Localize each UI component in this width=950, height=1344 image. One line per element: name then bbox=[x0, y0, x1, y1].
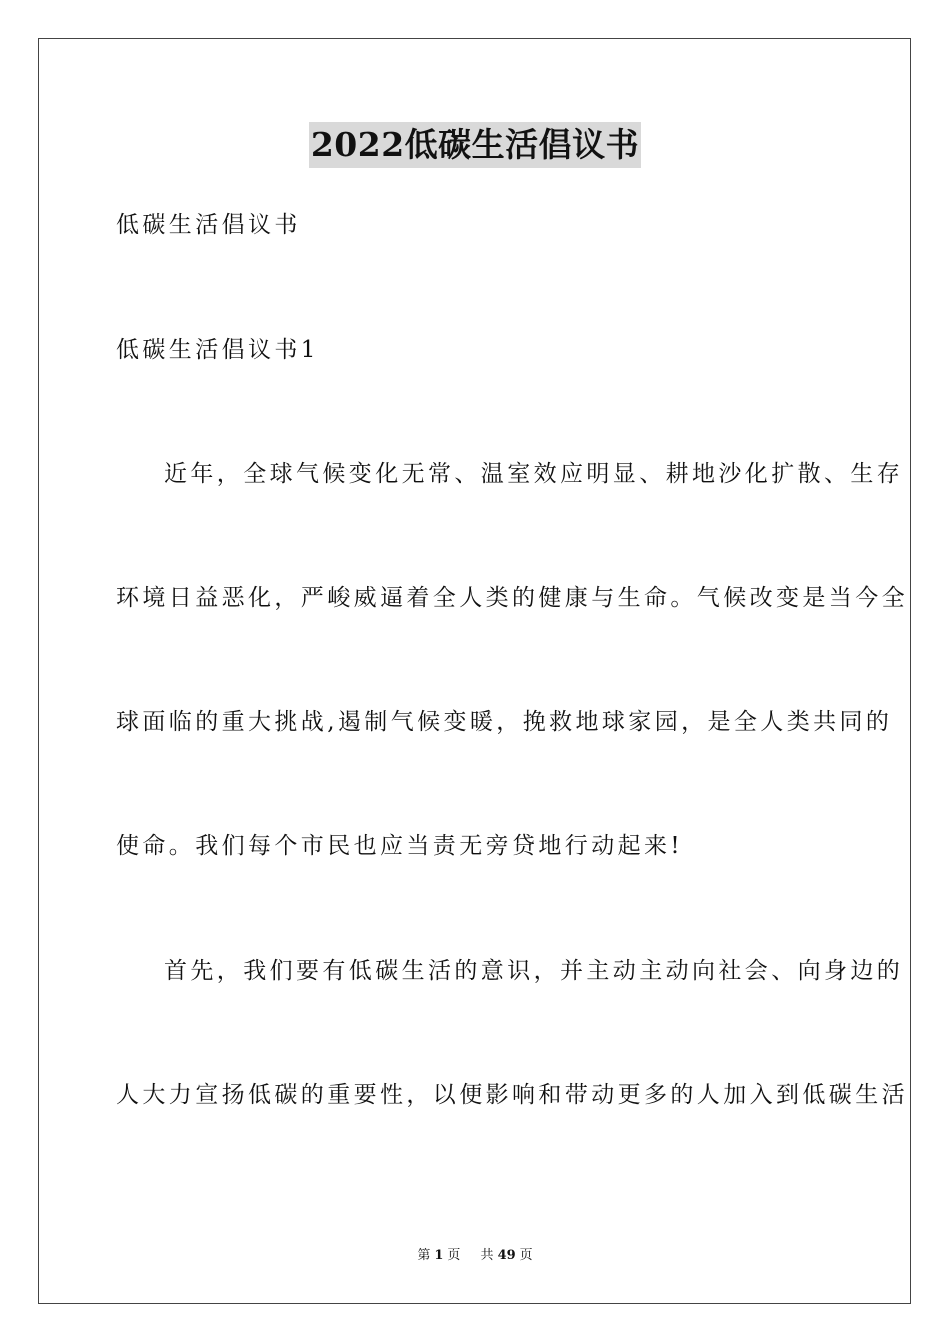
total-pages: 共 49 页 bbox=[480, 1248, 533, 1263]
paragraph-line: 首先，我们要有低碳生活的意识，并主动主动向社会、向身边的 bbox=[164, 958, 904, 984]
title-container bbox=[0, 122, 950, 168]
paragraph-line: 近年，全球气候变化无常、温室效应明显、耕地沙化扩散、生存 bbox=[164, 461, 904, 487]
paragraph-line: 人大力宣扬低碳的重要性，以便影响和带动更多的人加入到低碳生活 bbox=[116, 1082, 908, 1108]
paragraph-line: 环境日益恶化，严峻威逼着全人类的健康与生命。气候改变是当今全 bbox=[116, 585, 908, 611]
section-heading: 低碳生活倡议书1 bbox=[116, 337, 319, 363]
document-title: 2022低碳生活倡议书 bbox=[309, 122, 641, 168]
subtitle-line: 低碳生活倡议书 bbox=[116, 212, 301, 238]
paragraph-line: 使命。我们每个市民也应当责无旁贷地行动起来! bbox=[116, 833, 684, 859]
page-number: 第 1 页 bbox=[417, 1248, 461, 1263]
paragraph-line: 球面临的重大挑战,遏制气候变暖，挽救地球家园，是全人类共同的 bbox=[116, 709, 893, 735]
page-footer bbox=[0, 1247, 950, 1265]
